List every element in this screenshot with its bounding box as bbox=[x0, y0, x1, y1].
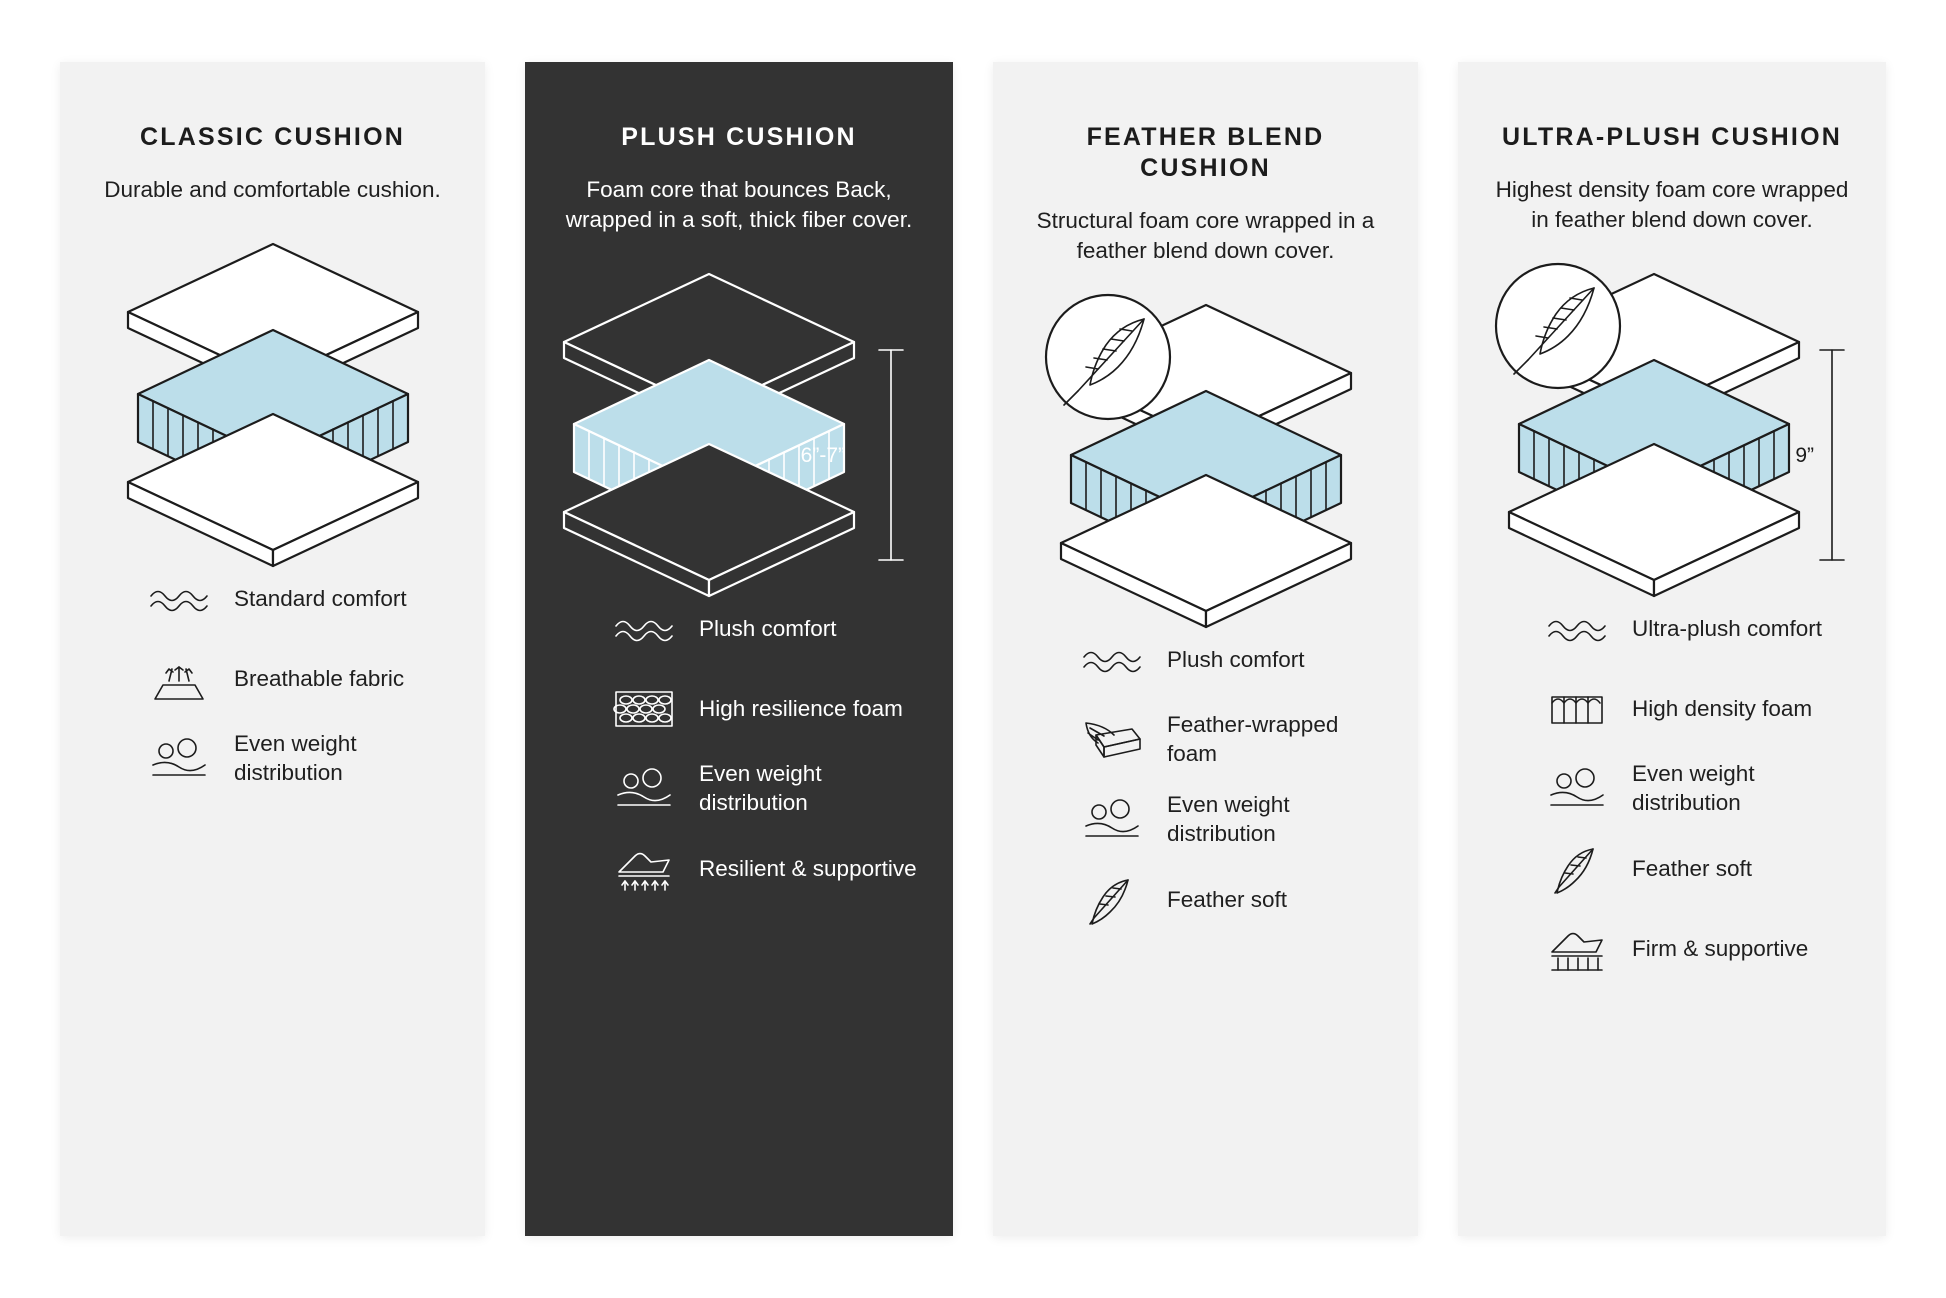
even-weight-distribution-icon bbox=[1079, 792, 1145, 848]
dimension-marker bbox=[1820, 350, 1844, 560]
even-weight-distribution-icon bbox=[1544, 761, 1610, 817]
even-weight-distribution-icon bbox=[611, 761, 677, 817]
page-title: PLUSH CUSHION bbox=[621, 123, 857, 151]
cushion-diagram-classic bbox=[94, 219, 451, 549]
exploded-cushion-illustration bbox=[1492, 264, 1852, 564]
feature-label: High density foam bbox=[1632, 695, 1813, 721]
wave-comfort-icon bbox=[1544, 601, 1610, 657]
honeycomb-foam-icon bbox=[611, 681, 677, 737]
list-item bbox=[1079, 700, 1384, 780]
cushion-diagram-ultra-plush bbox=[1492, 249, 1852, 579]
feature-label: Plush comfort bbox=[699, 615, 837, 641]
card-description: Durable and comfortable cushion. bbox=[104, 177, 441, 202]
wave-comfort-icon bbox=[1079, 632, 1145, 688]
high-density-foam-icon bbox=[1544, 681, 1610, 737]
wave-comfort-icon bbox=[146, 571, 212, 627]
card-description: Highest density foam core wrapped in feather blend down cover. bbox=[1495, 177, 1849, 233]
list-item bbox=[611, 669, 919, 749]
list-item bbox=[611, 589, 919, 669]
dimension-label: 9” bbox=[1795, 444, 1814, 468]
dimension-marker bbox=[879, 350, 903, 560]
cushion-card-ultra-plush bbox=[1458, 62, 1886, 1236]
feature-label: High resilience foam bbox=[699, 695, 903, 721]
exploded-cushion-illustration bbox=[559, 264, 919, 564]
list-item bbox=[1544, 909, 1852, 989]
supportive-chair-icon bbox=[611, 841, 677, 897]
feather-badge-icon bbox=[1046, 295, 1170, 419]
feature-label: Even weight distribution bbox=[699, 761, 822, 816]
feature-label: Resilient & supportive bbox=[699, 855, 917, 881]
feature-label: Feather soft bbox=[1632, 855, 1753, 881]
cushion-card-classic bbox=[60, 62, 485, 1236]
cushion-card-plush bbox=[525, 62, 953, 1236]
list-item bbox=[611, 749, 919, 829]
even-weight-distribution-icon bbox=[146, 731, 212, 787]
feature-label: Even weight distribution bbox=[234, 731, 357, 786]
supportive-chair-icon bbox=[1544, 921, 1610, 977]
list-item bbox=[146, 559, 451, 639]
feather-wrapped-foam-icon bbox=[1079, 712, 1145, 768]
feature-label: Firm & supportive bbox=[1632, 935, 1809, 961]
breathable-fabric-icon bbox=[146, 651, 212, 707]
feature-list-plush bbox=[559, 589, 919, 909]
page-title: ULTRA-PLUSH CUSHION bbox=[1502, 123, 1842, 151]
dimension-label: 6”-7” bbox=[800, 444, 845, 468]
feature-label: Even weight distribution bbox=[1167, 792, 1290, 847]
list-item bbox=[146, 719, 451, 799]
feature-list-feather-blend bbox=[1027, 620, 1384, 940]
wave-comfort-icon bbox=[611, 601, 677, 657]
list-item bbox=[146, 639, 451, 719]
feature-list-classic bbox=[94, 559, 451, 799]
feather-badge-icon bbox=[1496, 264, 1620, 388]
cushion-diagram-feather-blend bbox=[1027, 280, 1384, 610]
list-item bbox=[1079, 780, 1384, 860]
list-item bbox=[1079, 860, 1384, 940]
list-item bbox=[1544, 589, 1852, 669]
list-item bbox=[1544, 829, 1852, 909]
exploded-cushion-illustration bbox=[113, 234, 433, 534]
list-item bbox=[1544, 669, 1852, 749]
feather-icon bbox=[1079, 872, 1145, 928]
list-item bbox=[611, 829, 919, 909]
page-title: FEATHER BLEND CUSHION bbox=[1086, 123, 1325, 182]
feather-icon bbox=[1544, 841, 1610, 897]
list-item bbox=[1544, 749, 1852, 829]
card-description: Structural foam core wrapped in a feather blend down cover. bbox=[1036, 208, 1375, 264]
feature-label: Feather soft bbox=[1167, 886, 1288, 912]
feature-label: Ultra-plush comfort bbox=[1632, 615, 1823, 641]
feature-label: Breathable fabric bbox=[234, 665, 405, 691]
card-description: Foam core that bounces Back, wrapped in a soft, thick fiber cover. bbox=[565, 177, 913, 233]
cushion-card-feather-blend bbox=[993, 62, 1418, 1236]
feature-label: Feather-wrapped foam bbox=[1167, 712, 1339, 767]
feature-label: Standard comfort bbox=[234, 585, 407, 611]
cushion-diagram-plush bbox=[559, 249, 919, 579]
exploded-cushion-illustration bbox=[1036, 295, 1376, 595]
feature-label: Plush comfort bbox=[1167, 646, 1305, 672]
feature-list-ultra-plush bbox=[1492, 589, 1852, 989]
list-item bbox=[1079, 620, 1384, 700]
feature-label: Even weight distribution bbox=[1632, 761, 1755, 816]
page-title: CLASSIC CUSHION bbox=[140, 123, 405, 151]
